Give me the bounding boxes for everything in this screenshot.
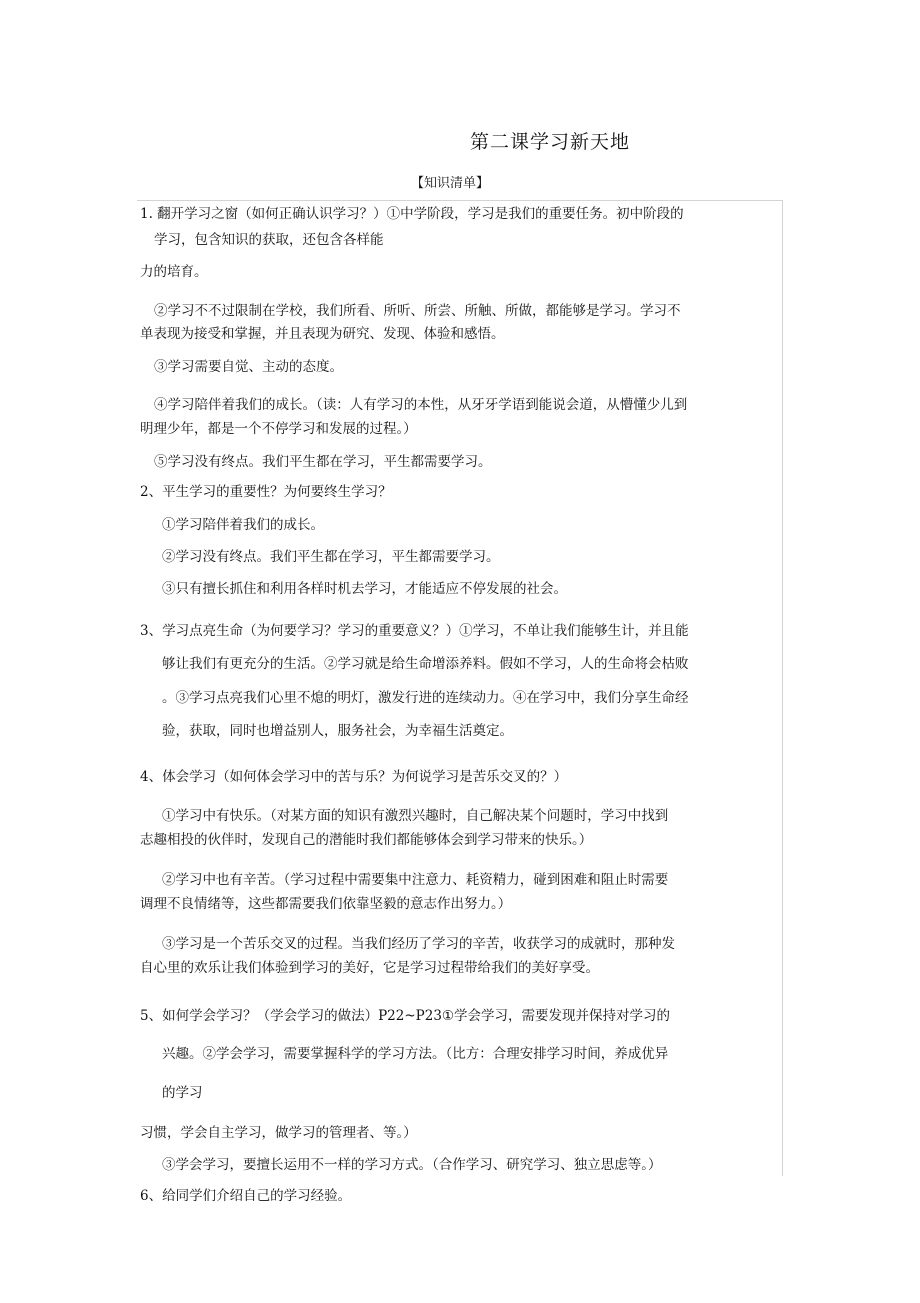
text-line: ③学会学习，要擅长运用不一样的学习方式。（合作学习、研究学习、独立思虑等。）	[162, 1157, 662, 1173]
text-line: ①学习中有快乐。（对某方面的知识有激烈兴趣时，自己解决某个问题时，学习中找到	[162, 808, 669, 824]
text-line: 兴趣。②学会学习，需要掌握科学的学习方法。（比方：合理安排学习时间，养成优异	[162, 1046, 669, 1062]
text-line: 5、如何学会学习？（学会学习的做法）P22~P23①学会学习，需要发现并保持对学习的	[140, 1008, 671, 1024]
text-line: ②学习中也有辛苦。（学习过程中需要集中注意力、耗资精力，碰到困难和阻止时需要	[162, 872, 669, 888]
text-line: 验，获取，同时也增益别人，服务社会，为幸福生活奠定。	[162, 723, 513, 739]
text-line: ⑤学习没有终点。我们平生都在学习，平生都需要学习。	[154, 454, 492, 470]
text-line: 3、学习点亮生命（为何要学习？学习的重要意义？）①学习，不单让我们能够生计，并且能	[140, 623, 689, 639]
text-line: 。③学习点亮我们心里不熄的明灯，激发行进的连续动力。④在学习中，我们分享生命经	[162, 690, 689, 706]
text-line: ④学习陪伴着我们的成长。（读：人有学习的本性，从牙牙学语到能说会道，从懵懂少儿到	[154, 397, 688, 413]
text-line: ①学习陪伴着我们的成长。	[162, 517, 324, 533]
text-line: 习惯，学会自主学习，做学习的管理者、等。）	[140, 1125, 417, 1141]
text-line: 够让我们有更充分的生活。②学习就是给生命增添养料。假如不学习，人的生命将会枯败	[162, 656, 689, 672]
text-line: 1. 翻开学习之窗（如何正确认识学习？）①中学阶段，学习是我们的重要任务。初中阶段的	[140, 206, 684, 222]
text-line: 调理不良情绪等，这些都需要我们依靠坚毅的意志作出努力。）	[140, 896, 512, 912]
text-line: 单表现为接受和掌握，并且表现为研究、发现、体验和感悟。	[140, 326, 505, 342]
text-line: 明理少年，都是一个不停学习和发展的过程。）	[140, 421, 417, 437]
text-line: 学习，包含知识的获取，还包含各样能	[154, 232, 384, 248]
text-line: ③学习是一个苦乐交叉的过程。当我们经历了学习的辛苦，收获学习的成就时，那种发	[162, 936, 675, 952]
text-line: 4、体会学习（如何体会学习中的苦与乐？为何说学习是苦乐交叉的？）	[140, 769, 568, 785]
text-line: 的学习	[162, 1085, 203, 1101]
content-frame	[137, 200, 783, 1176]
text-line: ②学习不不过限制在学校，我们所看、所听、所尝、所触、所做，都能够是学习。学习不	[154, 303, 681, 319]
text-line: 2、平生学习的重要性？为何要终生学习？	[140, 484, 392, 500]
text-line: 志趣相投的伙伴时，发现自己的潜能时我们都能够体会到学习带来的快乐。）	[140, 832, 593, 848]
text-line: ③学习需要自觉、主动的态度。	[154, 359, 343, 375]
text-line: 力的培育。	[140, 264, 208, 280]
page-title: 第二课学习新天地	[470, 131, 631, 153]
text-line: 6、给同学们介绍自己的学习经验。	[140, 1188, 352, 1204]
text-line: ③只有擅长抓住和利用各样时机去学习，才能适应不停发展的社会。	[162, 581, 567, 597]
text-line: 自心里的欢乐让我们体验到学习的美好，它是学习过程带给我们的美好享受。	[140, 960, 599, 976]
text-line: ②学习没有终点。我们平生都在学习，平生都需要学习。	[162, 549, 500, 565]
section-heading: 【知识清单】	[411, 176, 490, 191]
